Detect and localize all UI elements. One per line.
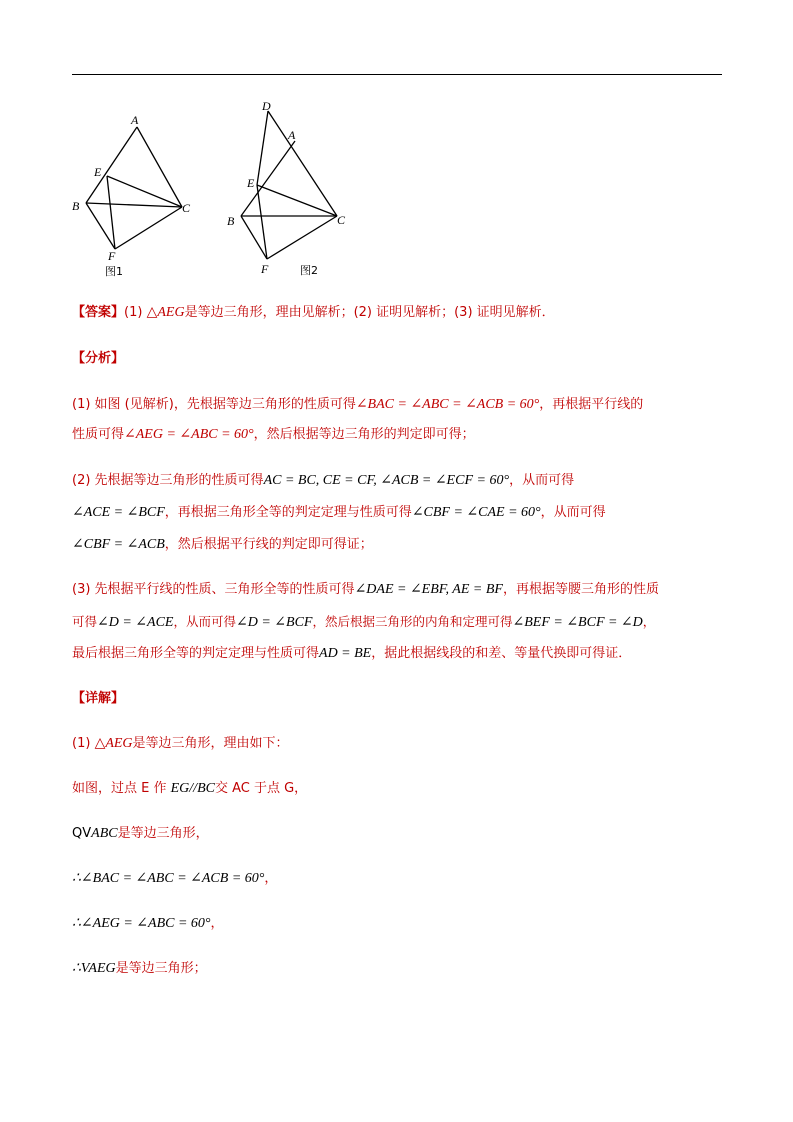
analysis-p1-line2: 性质可得∠AEG = ∠ABC = 60°，然后根据等边三角形的判定即可得； — [72, 427, 475, 442]
answer-line: 【答案】(1) △AEG是等边三角形，理由见解析；(2) 证明见解析；(3) 证明见解析． — [72, 305, 555, 320]
fig1-label-e: E — [94, 165, 102, 179]
math: ∴∠AEG = ∠ABC = 60° — [72, 916, 211, 931]
math: EG//BC — [170, 781, 215, 796]
math: △AEG — [146, 305, 185, 320]
fig2-caption: 图2 — [300, 264, 318, 277]
fig1-label-c: C — [182, 201, 191, 215]
analysis-p2-line1: (2) 先根据等边三角形的性质可得AC = BC, CE = CF, ∠ACB = ∠ECF = 60°，从而可得 — [72, 473, 575, 488]
math: ∠BEF = ∠BCF = ∠D — [512, 615, 643, 630]
math: ∠BAC = ∠ABC = ∠ACB = 60° — [355, 397, 540, 412]
math: ∠DAE = ∠EBF, AE = BF — [354, 582, 503, 597]
analysis-p3-line3: 最后根据三角形全等的判定定理与性质可得AD = BE，据此根据线段的和差、等量代换即可得证． — [72, 646, 632, 661]
math: ∠ACE = ∠BCF — [72, 505, 165, 520]
figure-1 — [68, 108, 198, 283]
fig2-label-b: B — [227, 214, 235, 228]
math: ∠AEG = ∠ABC = 60° — [124, 427, 254, 442]
detail-line5: ∴∠AEG = ∠ABC = 60°， — [72, 916, 224, 931]
detail-line4: ∴∠BAC = ∠ABC = ∠ACB = 60°， — [72, 871, 278, 886]
detail-line6: ∴VAEG是等边三角形； — [72, 961, 207, 976]
answer-label: 【答案】 — [72, 305, 125, 320]
fig1-caption: 图1 — [105, 265, 123, 278]
detail-line2: 如图，过点 E 作 EG//BC交 AC 于点 G， — [72, 781, 308, 796]
analysis-p1-line1: (1) 如图 (见解析)，先根据等边三角形的性质可得∠BAC = ∠ABC = ∠ACB = 60°，再根据平行线的 — [72, 397, 644, 412]
detail-line3: QVABC是等边三角形， — [72, 826, 209, 841]
fig2-label-e: E — [247, 176, 255, 190]
math: ∠D = ∠BCF — [236, 615, 313, 630]
analysis-p3-line2: 可得∠D = ∠ACE，从而可得∠D = ∠BCF，然后根据三角形的内角和定理可得∠BEF = ∠BCF = ∠D， — [72, 614, 656, 630]
analysis-p3-line1: (3) 先根据平行线的性质、三角形全等的性质可得∠DAE = ∠EBF, AE = BF，再根据等腰三角形的性质 — [72, 582, 659, 597]
analysis-p2-line3: ∠CBF = ∠ACB，然后根据平行线的判定即可得证； — [72, 537, 373, 552]
math: ABC — [91, 826, 118, 841]
fig2-label-d: D — [262, 99, 271, 113]
math: ∠D = ∠ACE — [97, 615, 174, 630]
math: AC = BC, CE = CF, ∠ACB = ∠ECF = 60° — [263, 473, 510, 488]
math: △AEG — [94, 736, 133, 751]
fig1-label-a: A — [131, 113, 139, 127]
fig1-label-b: B — [72, 199, 80, 213]
math: ∴VAEG — [72, 961, 116, 976]
top-rule — [72, 74, 722, 75]
detail-label: 【详解】 — [72, 691, 125, 706]
fig2-label-c: C — [337, 213, 346, 227]
math: AD = BE — [319, 646, 372, 661]
math: ∴∠BAC = ∠ABC = ∠ACB = 60° — [72, 871, 265, 886]
fig1-label-f: F — [108, 249, 116, 263]
fig2-label-a: A — [288, 128, 296, 142]
detail-line1: (1) △AEG是等边三角形，理由如下： — [72, 736, 289, 751]
math: ∠CBF = ∠CAE = 60° — [411, 505, 541, 520]
analysis-p2-line2: ∠ACE = ∠BCF，再根据三角形全等的判定定理与性质可得∠CBF = ∠CAE = 60°，从而可得 — [72, 505, 606, 520]
math: ∠CBF = ∠ACB — [72, 537, 165, 552]
fig2-label-f: F — [261, 262, 269, 276]
analysis-label: 【分析】 — [72, 351, 125, 366]
figure-2 — [222, 96, 357, 283]
